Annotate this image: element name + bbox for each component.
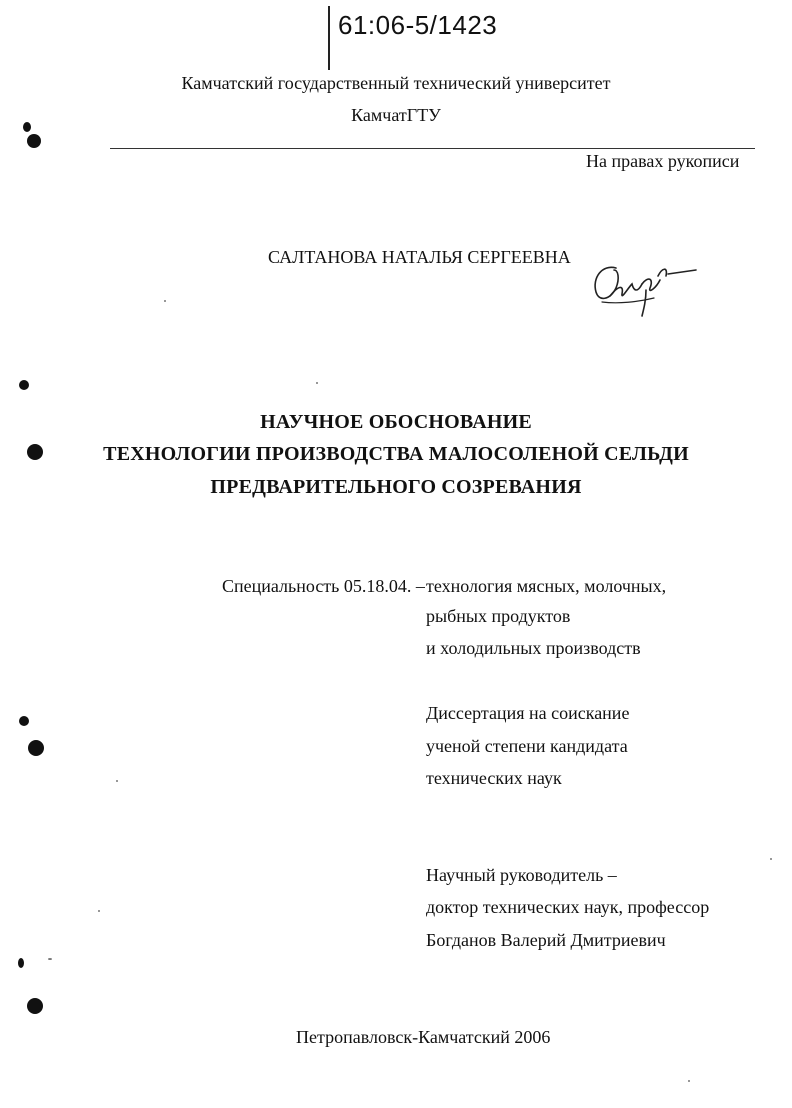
city-year: Петропавловск-Камчатский 2006: [296, 1027, 551, 1047]
scan-speck: [116, 780, 118, 782]
scan-speck: [316, 382, 318, 384]
binding-mark: [28, 740, 44, 756]
stamp-divider: [328, 6, 330, 70]
scan-speck: [98, 910, 100, 912]
specialty-line-2: рыбных продуктов: [426, 606, 571, 626]
binding-mark: [27, 134, 41, 148]
scan-speck: [48, 958, 52, 960]
specialty-line-1: технология мясных, молочных,: [426, 576, 667, 596]
dissertation-line-3: технических наук: [426, 768, 562, 788]
scan-speck: [688, 1080, 690, 1082]
binding-mark: [19, 716, 29, 726]
scan-speck: [164, 300, 166, 302]
binding-mark: [27, 998, 43, 1014]
dissertation-line-2: ученой степени кандидата: [426, 736, 628, 756]
supervisor-line-3: Богданов Валерий Дмитриевич: [426, 930, 666, 950]
university-name: Камчатский государственный технический университет: [181, 73, 611, 93]
title-line-2: ТЕХНОЛОГИИ ПРОИЗВОДСТВА МАЛОСОЛЕНОЙ СЕЛЬДИ: [103, 443, 689, 465]
supervisor-line-2: доктор технических наук, профессор: [426, 897, 710, 917]
supervisor-line-1: Научный руководитель –: [426, 865, 617, 885]
archive-code: 61:06-5/1423: [338, 10, 498, 40]
binding-mark: [23, 122, 31, 132]
scan-speck: [770, 858, 772, 860]
dissertation-line-1: Диссертация на соискание: [426, 703, 630, 723]
specialty-prefix: Специальность 05.18.04. –: [222, 576, 425, 596]
binding-mark: [18, 958, 24, 968]
title-line-3: ПРЕДВАРИТЕЛЬНОГО СОЗРЕВАНИЯ: [210, 476, 582, 498]
specialty-line-3: и холодильных производств: [426, 638, 641, 658]
binding-mark: [19, 380, 29, 390]
rights-note: На правах рукописи: [586, 151, 740, 171]
header-rule: [110, 148, 755, 149]
author-name: САЛТАНОВА НАТАЛЬЯ СЕРГЕЕВНА: [268, 247, 571, 267]
title-line-1: НАУЧНОЕ ОБОСНОВАНИЕ: [260, 411, 532, 433]
university-abbreviation: КамчатГТУ: [351, 105, 441, 125]
signature-mark: [588, 258, 698, 320]
binding-mark: [27, 444, 43, 460]
